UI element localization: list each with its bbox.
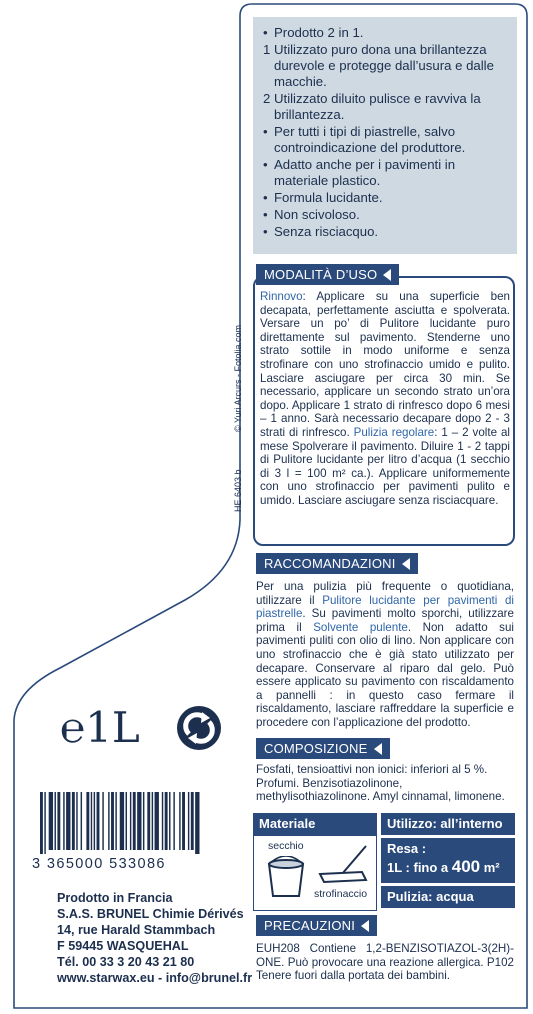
barcode-bar [130,792,131,850]
recycle-icon [175,704,223,752]
resa-value [387,857,509,877]
barcode-bar [57,792,60,850]
barcode-bar [91,792,92,850]
barcode-bar [179,792,180,850]
barcode-bar [126,792,127,850]
feature-marker: • [263,207,268,222]
barcode-bar [165,792,168,850]
company-line: S.A.S. BRUNEL Chimie Dérivés [57,907,244,921]
feature-marker: • [263,124,268,139]
feature-list [253,17,517,240]
raccomandazioni-text [256,580,514,730]
barcode-bar [97,792,100,850]
feature-item [263,91,509,123]
materiale-header: Materiale [253,813,377,835]
barcode-bar [120,792,124,850]
feature-text: Per tutti i tipi di piastrelle, salvo controindicazione del produttore. [274,124,466,155]
modalita-title: MODALITÀ D’USO [264,267,378,282]
feature-marker: 2 [263,91,271,106]
feature-item [263,25,509,41]
barcode-bar [108,792,109,850]
precauzioni-title: PRECAUZIONI [264,918,356,933]
raccomandazioni-header [256,553,418,574]
barcode-bar [191,792,194,850]
barcode-bar [173,792,174,850]
pulizia-text: : 1 – 2 volte al mese Spolverare il pavimento. Diluire 1 - 2 tappi di Pulitore lucidante per litro d’acqua (1 secchio di 3 l = 100 m² ca.). Applicare uniformemente con uno strofinaccio per pavimenti pulito e umido. Lasciare asciugare senza risciacquare. [260,425,510,507]
company-line: F 59445 WASQUEHAL [57,939,189,953]
barcode-bar [137,792,141,850]
feature-text: Prodotto 2 in 1. [274,25,364,40]
company-info [57,890,252,986]
barcode-bar [152,792,153,850]
strofinaccio-label: strofinaccio [314,888,368,900]
feature-marker: • [263,25,268,40]
resa-unit: m² [480,860,500,875]
barcode-bar [169,792,170,850]
barcode-bar [182,792,185,850]
feature-item [263,190,509,206]
feature-text: Non scivoloso. [274,207,360,222]
composizione-text: Fosfati, tensioattivi non ionici: inferiori al 5 %. Profumi. Benzisotiazolinone, methylisothiazolinone. Amyl cinnamal, limonene. [256,763,505,804]
pulizia-cell: Pulizia: acqua [381,886,515,908]
resa-label: Resa : [387,841,427,856]
barcode-bar [66,792,70,850]
barcode-bar [115,792,116,850]
barcode-bar [76,792,77,850]
barcode-bar [195,792,199,854]
materiale-images [253,835,377,911]
triangle-icon [374,743,382,755]
barcode-bar [94,792,95,850]
precauzioni-text: EUH208 Contiene 1,2-BENZISOTIAZOL-3(2H)-ONE. Può provocare una reazione allergica. P102 Tenere fuori dalla portata dei bambini. [256,942,514,983]
feature-marker: • [263,224,268,239]
rinnovo-text: : Applicare su una superficie ben decapata, perfettamente asciutta e spolverata. Versare un po’ di Pulitore lucidante puro direttamente sul pavimento. Stenderne uno strato sottile in modo uniforme e senza strofinare con uno strofinaccio umido e pulito. Lasciare asciugare per circa 30 min. Se necessario, applicare un secondo strato un’ora dopo. Applicare 1 strato di rinfresco dopo 6 mesi – 1 anno. Sarà necessario decapare dopo 2 - 3 strati di rinfresco. [260,290,510,439]
feature-text: Senza risciacquo. [274,224,379,239]
label-code: HE 6403 b [233,469,243,512]
composizione-title: COMPOSIZIONE [264,741,368,756]
barcode-bar [102,792,103,850]
feature-item [263,207,509,223]
racc-product-link: Pulitore lucidante per pavimenti di piastrelle [256,593,514,621]
feature-item [263,42,509,90]
raccomandazioni-title: RACCOMANDAZIONI [264,556,396,571]
barcode-bar [162,792,163,850]
mop-icon [316,844,372,884]
rinnovo-label: Rinnovo [260,290,303,303]
barcode-bar [147,792,150,850]
company-line: www.starwax.eu - info@brunel.fr [57,971,253,985]
racc-text-2: . Su pavimenti molto sporchi, utilizzare prima il [256,607,514,634]
pulizia-label: Pulizia regolare [353,425,435,439]
company-line: Tél. 00 33 3 20 43 21 80 [57,955,195,969]
barcode-bar [40,792,43,854]
barcode [40,792,248,854]
barcode-bar [155,792,159,850]
feature-text: Formula lucidante. [274,190,383,205]
resa-cell [381,838,515,883]
utilizzo-cell: Utilizzo: all’interno [381,813,515,835]
barcode-bar [86,792,89,850]
barcode-bar [143,792,144,850]
product-features-box [253,17,517,254]
ean-number: 3 365000 533086 [32,856,166,872]
resa-number: 400 [451,857,481,876]
feature-text: Adatto anche per i pavimenti in materiale plastico. [274,157,456,188]
barcode-bar [55,792,56,850]
modalita-header [256,264,399,285]
triangle-icon [383,269,391,281]
feature-marker: • [263,190,268,205]
barcode-bar [44,792,45,854]
feature-text: Utilizzato diluito pulisce e ravviva la brillantezza. [274,91,481,122]
feature-item [263,157,509,189]
triangle-icon [402,558,410,570]
company-line: Prodotto in Francia [57,891,173,905]
bucket-icon [266,856,306,898]
feature-text: Utilizzato puro dona una brillantezza durevole e protegge dall’usura e dalle macchie. [274,42,494,89]
triangle-icon [361,920,369,932]
precauzioni-header [256,915,377,936]
secchio-label: secchio [268,840,304,852]
barcode-bar [72,792,75,850]
resa-prefix: 1L : fino a [387,860,452,875]
barcode-bar [81,792,82,850]
racc-solvent-link: Solvente pulente [313,620,408,634]
barcode-bar [63,792,64,850]
barcode-bar [133,792,136,850]
modalita-text [260,290,510,508]
feature-marker: 1 [263,42,271,57]
composizione-header [256,738,390,759]
feature-marker: • [263,157,268,172]
company-line: 14, rue Harald Stammbach [57,923,216,937]
barcode-bar [188,792,189,850]
racc-text-3: . Non adatto sui pavimenti puliti con olio di lino. Non applicare con uno strofinaccio che è già stato utilizzato per decapare. Conservare al riparo dal gelo. Può essere applicato su pavimento con riscaldamento a pannelli : in questo caso fermare il riscaldamento, lasciare raffreddare la superficie e procedere con l’applicazione del prodotto. [256,620,514,729]
photo-credit: © Yuri Arcurs - Fotolia.com [233,325,243,432]
racc-text-1: Per una pulizia più frequente o quotidiana, utilizzare il [256,580,514,607]
feature-item [263,124,509,156]
feature-item [263,224,509,240]
barcode-bar [111,792,114,850]
barcode-bar [49,792,53,850]
volume-mark: ℮1L [60,703,140,752]
